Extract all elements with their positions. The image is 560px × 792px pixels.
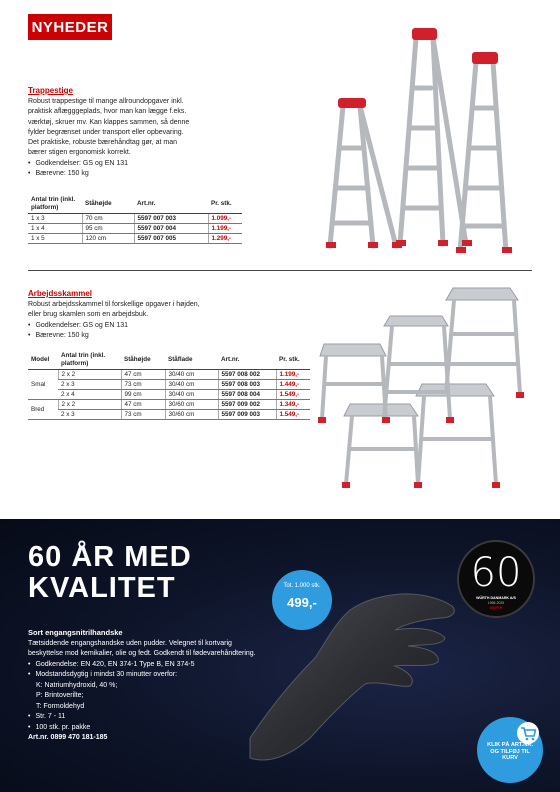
desc-line: værktøj, skruer mv. Kan klappes sammen, så denne — [28, 118, 190, 126]
surface-cell: 30/60 cm — [165, 410, 218, 420]
col-header: Pr. stk. — [208, 195, 242, 214]
artnr-link[interactable]: 5597 008 004 — [218, 390, 276, 400]
resistance-line: P: Brintoverilte; — [36, 692, 84, 699]
bullet-item: • Godkendelser: GS og EN 131 — [28, 159, 238, 169]
trappestige-description — [28, 97, 238, 179]
arbejdsskammel-description — [28, 300, 248, 341]
artnr-link[interactable]: 5597 009 003 — [218, 410, 276, 420]
artnr-link[interactable]: 5597 007 004 — [134, 224, 208, 234]
height-cell: 95 cm — [82, 224, 134, 234]
arbejdsskammel-bullets — [28, 321, 248, 342]
promo-bullets-2 — [28, 712, 358, 733]
trappestige-table — [28, 195, 242, 244]
price-cell: 1.099,- — [208, 214, 242, 224]
desc-line: Det praktiske, robuste bærehåndtag gør, at man — [28, 139, 178, 147]
badge-company: WÜRTH DANMARK A/S — [476, 596, 516, 600]
steps-cell: 2 x 2 — [58, 400, 121, 410]
steps-cell: 2 x 3 — [58, 410, 121, 420]
price-cell: 1.299,- — [208, 234, 242, 244]
height-cell: 73 cm — [121, 410, 165, 420]
desc-line: eller brug skamlen som en arbejdsbuk. — [28, 311, 149, 319]
nyheder-banner: NYHEDER — [28, 14, 112, 40]
price-cell: 1.449,- — [276, 380, 310, 390]
col-header: Art.nr. — [218, 351, 276, 370]
arbejdsskammel-image — [318, 284, 528, 494]
surface-cell: 30/40 cm — [165, 390, 218, 400]
promo-bullets — [28, 660, 358, 681]
price-cell: 1.349,- — [276, 400, 310, 410]
bullet-item: • 100 stk. pr. pakke — [28, 723, 358, 734]
headline-line: 60 ÅR MED — [28, 541, 192, 573]
desc-line: praktisk aflægggeplads, hvor man kan lægge f.eks. — [28, 108, 187, 116]
model-cell: Smal — [28, 370, 58, 400]
add-to-cart-button[interactable] — [477, 717, 543, 783]
steps-cell: 1 x 4 — [28, 224, 82, 234]
product-title: Sort engangsnitrilhandske — [28, 628, 123, 637]
bullet-item: • Modstandsdygtig i mindst 30 minutter overfor: — [28, 670, 358, 681]
promo-headline — [28, 542, 192, 604]
artnr-link[interactable]: 5597 008 002 — [218, 370, 276, 380]
surface-cell: 30/60 cm — [165, 400, 218, 410]
bullet-item: • Bærevne: 150 kg — [28, 331, 248, 341]
section-title-arbejdsskammel: Arbejdsskammel — [28, 289, 93, 298]
table-row — [28, 380, 310, 390]
col-header: Ståflade — [165, 351, 218, 370]
table-row — [28, 400, 310, 410]
table-row — [28, 410, 310, 420]
cart-text: KLIK PÅ ART.NR. OG TILFØJ TIL KURV — [487, 742, 533, 762]
model-cell: Bred — [28, 400, 58, 420]
resistance-line: T: Formoldehyd — [36, 702, 85, 710]
table-row — [28, 234, 242, 244]
section-title-trappestige: Trappestige — [28, 86, 73, 95]
headline-line: KVALITET — [28, 572, 176, 604]
desc-line: beskyttelse mod kemikalier, olie og fedt. Godkendt til fødevarehåndtering. — [28, 650, 256, 657]
price-value: 499,- — [287, 595, 317, 610]
height-cell: 47 cm — [121, 400, 165, 410]
desc-line: Robust trappestige til mange allroundopgaver inkl. — [28, 98, 184, 105]
col-header: Antal trin (inkl. platform) — [58, 351, 121, 370]
col-header: Pr. stk. — [276, 351, 310, 370]
desc-line: bærer stigen ergonomisk korrekt. — [28, 149, 131, 157]
price-cell: 1.199,- — [276, 370, 310, 380]
table-row — [28, 390, 310, 400]
trappestige-image — [318, 18, 518, 253]
col-header: Art.nr. — [134, 195, 208, 214]
steps-cell: 1 x 5 — [28, 234, 82, 244]
steps-cell: 2 x 2 — [58, 370, 121, 380]
desc-line: Robust arbejdsskammel til forskellige opgaver i højden, — [28, 301, 200, 308]
badge-logo: WÜRTH — [489, 606, 503, 610]
resistance-line: K: Natriumhydroxid, 40 %; — [36, 681, 118, 689]
height-cell: 73 cm — [121, 380, 165, 390]
surface-cell: 30/40 cm — [165, 370, 218, 380]
trappestige-bullets — [28, 159, 238, 180]
table-row — [28, 214, 242, 224]
table-row — [28, 224, 242, 234]
height-cell: 47 cm — [121, 370, 165, 380]
bullet-item: • Str. 7 - 11 — [28, 712, 358, 723]
promo-description — [28, 628, 358, 744]
height-cell: 99 cm — [121, 390, 165, 400]
artnr-link[interactable]: 5597 007 003 — [134, 214, 208, 224]
bullet-item: • Bærevne: 150 kg — [28, 169, 238, 179]
price-cell: 1.549,- — [276, 390, 310, 400]
badge-years: 1965-2025 — [487, 601, 505, 605]
arbejdsskammel-table — [28, 351, 310, 420]
badge-number: 60 — [470, 550, 522, 596]
artnr-link[interactable]: 5597 009 002 — [218, 400, 276, 410]
col-header: Antal trin (inkl. platform) — [28, 195, 82, 214]
steps-cell: 2 x 3 — [58, 380, 121, 390]
bullet-item: • Godkendelser: GS og EN 131 — [28, 321, 248, 331]
artnr-link[interactable]: Art.nr. 0899 470 181-185 — [28, 734, 108, 741]
height-cell: 120 cm — [82, 234, 134, 244]
col-header: Ståhøjde — [121, 351, 165, 370]
steps-cell: 2 x 4 — [58, 390, 121, 400]
desc-line: Tætsiddende engangshandske uden pudder. Velegnet til kortvarig — [28, 639, 232, 647]
price-quantity: Tot. 1.000 stk. — [283, 583, 321, 589]
cart-icon — [517, 722, 539, 744]
desc-line: fylder begrænset under transport eller opbevaring. — [28, 128, 184, 136]
col-header: Model — [28, 351, 58, 370]
artnr-link[interactable]: 5597 007 005 — [134, 234, 208, 244]
table-row — [28, 370, 310, 380]
price-cell: 1.199,- — [208, 224, 242, 234]
artnr-link[interactable]: 5597 008 003 — [218, 380, 276, 390]
height-cell: 70 cm — [82, 214, 134, 224]
steps-cell: 1 x 3 — [28, 214, 82, 224]
col-header: Ståhøjde — [82, 195, 134, 214]
section-divider — [28, 270, 532, 271]
price-cell: 1.549,- — [276, 410, 310, 420]
bullet-item: • Godkendelse: EN 420, EN 374-1 Type B, EN 374-5 — [28, 660, 358, 671]
surface-cell: 30/40 cm — [165, 380, 218, 390]
anniversary-badge — [457, 540, 535, 618]
